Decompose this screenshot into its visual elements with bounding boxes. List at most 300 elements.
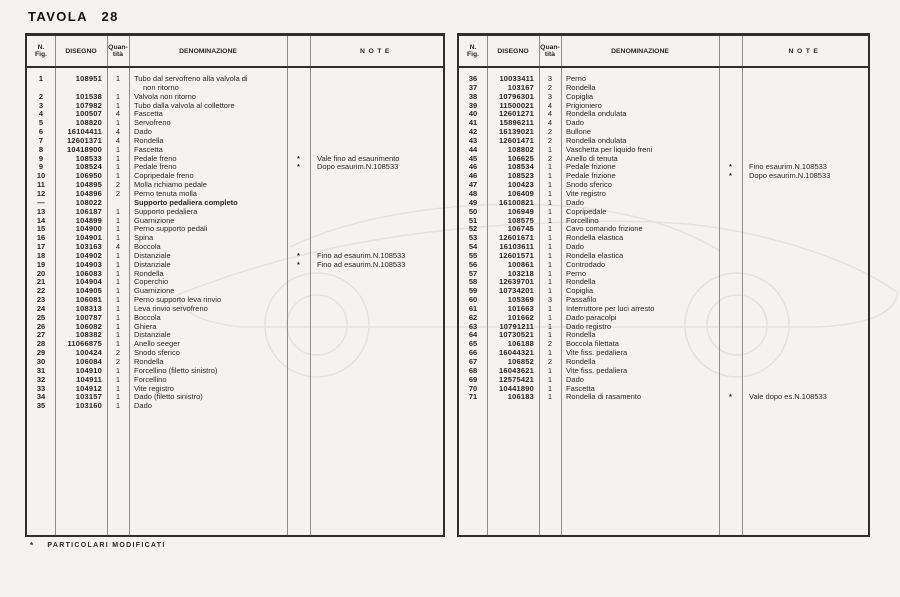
qty-cell: 1: [115, 100, 121, 110]
fig-cell: 14: [36, 215, 46, 225]
qty-cell: 4: [115, 127, 121, 137]
header-denominazione: DENOMINAZIONE: [611, 47, 669, 55]
note-cell: [742, 190, 868, 199]
qty-cell: 1: [115, 224, 121, 234]
note-star-icon: [287, 137, 310, 146]
fig-cell: 65: [468, 339, 478, 349]
disegno-cell: 106082: [75, 321, 102, 331]
note-star-icon: [719, 225, 742, 234]
denominazione-cell: Dado: [566, 243, 584, 252]
qty-cell: 1: [115, 330, 121, 340]
note-star-icon: *: [729, 162, 732, 172]
fig-cell: —: [37, 197, 45, 207]
denominazione-cell: Dado: [566, 119, 584, 128]
table-header: [459, 36, 868, 68]
denominazione-cell: Fascetta: [134, 110, 163, 119]
denominazione-cell: Guarnizione: [134, 287, 175, 296]
disegno-cell: 100861: [507, 259, 534, 269]
note-cell: [310, 287, 443, 296]
parts-table-right: [457, 33, 870, 537]
note-star-icon: [287, 349, 310, 358]
disegno-cell: 104904: [75, 277, 102, 287]
denominazione-cell: Forcellino: [134, 375, 167, 384]
note-cell: [310, 172, 443, 181]
fig-cell: 32: [36, 374, 46, 384]
note-star-icon: [719, 305, 742, 314]
qty-cell: 1: [547, 365, 553, 375]
header-denominazione: DENOMINAZIONE: [179, 47, 237, 55]
qty-cell: 1: [115, 277, 121, 287]
table-row: [27, 75, 443, 84]
fig-cell: 55: [468, 250, 478, 260]
qty-cell: 4: [547, 118, 553, 128]
note-star-icon: [287, 314, 310, 323]
disegno-cell: 104902: [75, 250, 102, 260]
qty-cell: 4: [115, 135, 121, 145]
qty-cell: 1: [547, 171, 553, 181]
note-cell: [742, 243, 868, 252]
qty-cell: 1: [547, 242, 553, 252]
note-cell: [742, 119, 868, 128]
disegno-cell: 101663: [507, 303, 534, 313]
note-star-icon: [719, 128, 742, 137]
qty-cell: 1: [547, 197, 553, 207]
qty-cell: 2: [547, 339, 553, 349]
note-cell: [742, 110, 868, 119]
denominazione-cell: Ghiera: [134, 322, 157, 331]
note-star-icon: [287, 305, 310, 314]
note-cell: [310, 402, 443, 411]
disegno-cell: 12601471: [499, 135, 534, 145]
note-star-icon: [719, 367, 742, 376]
disegno-cell: 104903: [75, 259, 102, 269]
disegno-cell: 100787: [75, 312, 102, 322]
note-star-icon: [719, 217, 742, 226]
qty-cell: 1: [547, 215, 553, 225]
note-cell: [310, 270, 443, 279]
note-star-icon: [287, 75, 310, 84]
fig-cell: 38: [468, 91, 478, 101]
note-cell: [310, 278, 443, 287]
qty-cell: 3: [547, 91, 553, 101]
disegno-cell: 16044321: [499, 348, 534, 358]
denominazione-cell: Tubo dalla valvola al collettore: [134, 101, 235, 110]
note-star-icon: *: [297, 162, 300, 172]
disegno-cell: 106188: [507, 339, 534, 349]
note-cell: [742, 128, 868, 137]
note-star-icon: [287, 190, 310, 199]
denominazione-cell: Distanziale: [134, 251, 171, 260]
note-star-icon: [287, 270, 310, 279]
note-cell: Fino ad esaurim.N.108533: [317, 259, 406, 269]
denominazione-cell: Perno: [566, 75, 587, 83]
denominazione-cell: Boccola filettata: [566, 340, 619, 349]
header-qty: Quan- tità: [108, 43, 128, 58]
note-star-icon: [719, 208, 742, 217]
qty-cell: 1: [547, 303, 553, 313]
disegno-cell: 108820: [75, 118, 102, 128]
qty-cell: 1: [115, 206, 121, 216]
fig-cell: 47: [468, 180, 478, 190]
denominazione-cell: Rondella: [566, 331, 596, 340]
fig-cell: 30: [36, 357, 46, 366]
note-star-icon: [287, 110, 310, 119]
header-qty: Quan- tità: [540, 43, 560, 58]
denominazione-cell: Supporto pedaliera: [134, 207, 198, 216]
fig-cell: 68: [468, 365, 478, 375]
note-star-icon: [719, 75, 742, 84]
fig-cell: 22: [36, 286, 46, 296]
qty-cell: 1: [115, 339, 121, 349]
denominazione-cell: Copripedale: [566, 207, 607, 216]
disegno-cell: 106852: [507, 357, 534, 366]
note-cell: [310, 340, 443, 349]
note-cell: Vale fino ad esaurimento: [317, 153, 400, 163]
disegno-cell: 10734201: [499, 286, 534, 296]
fig-cell: 69: [468, 374, 478, 384]
denominazione-cell: Spina: [134, 234, 154, 243]
disegno-cell: 106183: [507, 392, 534, 402]
qty-cell: 1: [115, 401, 121, 411]
fig-cell: 9: [38, 162, 44, 172]
denominazione-cell: Distanziale: [134, 260, 171, 269]
note-star-icon: [719, 296, 742, 305]
note-cell: [310, 296, 443, 305]
fig-cell: 26: [36, 321, 46, 331]
disegno-cell: 106081: [75, 295, 102, 305]
note-cell: [310, 137, 443, 146]
denominazione-cell: Perno supporto pedali: [134, 225, 208, 234]
disegno-cell: 106083: [75, 268, 102, 278]
qty-cell: 4: [547, 100, 553, 110]
fig-cell: 23: [36, 295, 46, 305]
fig-cell: 36: [468, 74, 478, 83]
fig-cell: 13: [36, 206, 46, 216]
fig-cell: 51: [468, 215, 478, 225]
denominazione-cell: Snodo sferico: [566, 181, 612, 190]
fig-cell: 12: [36, 188, 46, 198]
table-row: [459, 393, 868, 402]
disegno-cell: 108523: [507, 171, 534, 181]
fig-cell: 56: [468, 259, 478, 269]
fig-cell: 66: [468, 348, 478, 358]
denominazione-cell: Rondella: [134, 358, 164, 366]
fig-cell: 8: [38, 144, 44, 154]
note-cell: [742, 358, 868, 367]
note-star-icon: *: [297, 153, 300, 163]
qty-cell: 1: [115, 268, 121, 278]
qty-cell: 2: [547, 127, 553, 137]
header-note: NOTE: [360, 47, 393, 55]
disegno-cell: 107982: [75, 100, 102, 110]
fig-cell: 18: [36, 250, 46, 260]
note-cell: Fino esaurim.N.108533: [749, 162, 827, 172]
denominazione-cell: Passafilo: [566, 296, 597, 305]
note-cell: [310, 84, 443, 93]
denominazione-cell: Anello seeger: [134, 340, 180, 349]
header-fig: N. Fig.: [466, 43, 480, 58]
disegno-cell: 12601571: [499, 250, 534, 260]
note-cell: [310, 110, 443, 119]
disegno-cell: 16043621: [499, 365, 534, 375]
note-star-icon: [287, 172, 310, 181]
denominazione-cell: Rondella: [566, 278, 596, 287]
note-cell: [310, 208, 443, 217]
note-star-icon: [287, 119, 310, 128]
disegno-cell: 108533: [75, 153, 102, 163]
fig-cell: 24: [36, 303, 46, 313]
note-star-icon: [719, 137, 742, 146]
disegno-cell: 16139021: [499, 127, 534, 137]
denominazione-cell: Copiglia: [566, 287, 594, 296]
note-cell: [310, 331, 443, 340]
qty-cell: 4: [547, 109, 553, 119]
disegno-cell: 103218: [507, 268, 534, 278]
fig-cell: 67: [468, 357, 478, 366]
disegno-cell: 106745: [507, 224, 534, 234]
denominazione-cell: Supporto pedaliera completo: [134, 198, 238, 207]
note-cell: [742, 340, 868, 349]
disegno-cell: 11066875: [67, 339, 102, 349]
denominazione-cell: Rondella elastica: [566, 251, 624, 260]
note-cell: [742, 305, 868, 314]
qty-cell: 1: [547, 144, 553, 154]
note-cell: [742, 234, 868, 243]
fig-cell: 5: [38, 118, 44, 128]
fig-cell: 54: [468, 242, 478, 252]
disegno-cell: 104905: [75, 286, 102, 296]
qty-cell: 1: [547, 259, 553, 269]
disegno-cell: 12601371: [67, 135, 102, 145]
fig-cell: 17: [36, 242, 46, 252]
qty-cell: 2: [115, 188, 121, 198]
disegno-cell: 104911: [76, 374, 102, 384]
note-star-icon: *: [297, 250, 300, 260]
note-cell: [742, 270, 868, 279]
fig-cell: 62: [468, 312, 478, 322]
note-star-icon: [719, 199, 742, 208]
qty-cell: 1: [115, 91, 121, 101]
note-cell: [310, 75, 443, 84]
fig-cell: 2: [38, 91, 44, 101]
note-cell: Vale dopo es.N.108533: [749, 392, 827, 402]
denominazione-cell: Rondella ondulata: [566, 110, 627, 119]
table-body: [459, 68, 868, 535]
note-cell: [310, 323, 443, 332]
note-cell: [742, 367, 868, 376]
fig-cell: 46: [468, 162, 478, 172]
note-cell: Dopo esaurim.N.108533: [749, 171, 831, 181]
fig-cell: 6: [38, 127, 44, 137]
note-star-icon: [287, 208, 310, 217]
note-star-icon: [287, 340, 310, 349]
fig-cell: 64: [468, 330, 478, 340]
header-disegno: DISEGNO: [65, 47, 97, 55]
fig-cell: 16: [36, 233, 46, 243]
denominazione-cell: Dado: [566, 375, 584, 384]
note-star-icon: [719, 234, 742, 243]
footnote: [30, 541, 166, 550]
table-header: [27, 36, 443, 68]
note-cell: [742, 331, 868, 340]
qty-cell: 1: [547, 330, 553, 340]
denominazione-cell: Fascetta: [566, 384, 595, 393]
qty-cell: 1: [547, 188, 553, 198]
note-cell: Fino ad esaurim.N.108533: [317, 250, 406, 260]
fig-cell: 4: [38, 109, 44, 119]
header-disegno: DISEGNO: [497, 47, 529, 55]
denominazione-cell: Rondella: [566, 83, 596, 92]
qty-cell: 1: [115, 392, 121, 402]
disegno-cell: 100423: [507, 180, 534, 190]
disegno-cell: 16104411: [67, 127, 102, 137]
note-cell: [310, 225, 443, 234]
denominazione-cell: Rondella: [134, 136, 164, 145]
qty-cell: 4: [115, 109, 121, 119]
fig-cell: 60: [468, 295, 478, 305]
qty-cell: 1: [115, 374, 121, 384]
denominazione-cell: Boccola: [134, 243, 161, 252]
disegno-cell: 16100821: [499, 197, 534, 207]
note-star-icon: [287, 393, 310, 402]
disegno-cell: 104910: [75, 365, 102, 375]
qty-cell: 1: [115, 383, 121, 393]
qty-cell: 1: [115, 144, 121, 154]
denominazione-cell: Perno supporto leva rinvio: [134, 296, 222, 305]
qty-cell: 1: [547, 392, 553, 402]
qty-cell: 1: [115, 303, 121, 313]
denominazione-cell: Vite fiss. pedaliera: [566, 349, 628, 358]
denominazione-cell: Cavo comando frizione: [566, 225, 643, 234]
note-star-icon: [287, 234, 310, 243]
parts-table-left: [25, 33, 445, 537]
note-cell: Dopo esaurim.N.108533: [317, 162, 399, 172]
note-star-icon: [719, 243, 742, 252]
denominazione-cell: Rondella ondulata: [566, 136, 627, 145]
note-cell: [310, 393, 443, 402]
note-star-icon: [719, 358, 742, 367]
disegno-cell: 103157: [75, 392, 102, 402]
disegno-cell: 104895: [75, 180, 102, 190]
qty-cell: 3: [547, 74, 553, 83]
qty-cell: 1: [547, 312, 553, 322]
fig-cell: 20: [36, 268, 46, 278]
note-star-icon: [287, 402, 310, 411]
disegno-cell: 106950: [75, 171, 102, 181]
qty-cell: 1: [547, 286, 553, 296]
fig-cell: 40: [468, 109, 478, 119]
disegno-cell: 12639701: [499, 277, 534, 287]
denominazione-cell: Coperchio: [134, 278, 169, 287]
disegno-cell: 103160: [75, 401, 102, 411]
qty-cell: 1: [547, 321, 553, 331]
denominazione-cell: Boccola: [134, 313, 161, 322]
note-star-icon: [719, 349, 742, 358]
qty-cell: 1: [115, 250, 121, 260]
denominazione-cell: non ritorno: [143, 83, 179, 92]
modified-star-icon: *: [30, 541, 35, 550]
disegno-cell: 108382: [75, 330, 102, 340]
denominazione-cell: Pedale freno: [134, 163, 177, 172]
qty-cell: 1: [547, 233, 553, 243]
note-star-icon: [287, 84, 310, 93]
qty-cell: 1: [115, 259, 121, 269]
denominazione-cell: Interruttore per luci arresto: [566, 304, 655, 313]
denominazione-cell: Copripedale freno: [134, 172, 194, 181]
disegno-cell: 12575421: [499, 374, 534, 384]
note-cell: [310, 305, 443, 314]
note-cell: [742, 376, 868, 385]
qty-cell: 2: [115, 180, 121, 190]
fig-cell: 31: [36, 365, 46, 375]
fig-cell: 53: [468, 233, 478, 243]
qty-cell: 1: [115, 153, 121, 163]
note-star-icon: [719, 110, 742, 119]
fig-cell: 59: [468, 286, 478, 296]
fig-cell: 49: [468, 197, 478, 207]
disegno-cell: 106409: [507, 188, 534, 198]
denominazione-cell: Vite registro: [134, 384, 174, 393]
disegno-cell: 105369: [507, 295, 534, 305]
note-cell: [742, 181, 868, 190]
fig-cell: 71: [468, 392, 478, 402]
disegno-cell: 16103611: [499, 242, 534, 252]
note-cell: [742, 137, 868, 146]
denominazione-cell: Vite registro: [566, 189, 606, 198]
disegno-cell: 10441890: [499, 383, 534, 393]
note-cell: [310, 199, 443, 208]
qty-cell: 1: [547, 162, 553, 172]
qty-cell: 1: [115, 233, 121, 243]
qty-cell: 1: [547, 268, 553, 278]
fig-cell: 52: [468, 224, 478, 234]
fig-cell: 57: [468, 268, 478, 278]
fig-cell: 10: [36, 171, 46, 181]
disegno-cell: 10418900: [67, 144, 102, 154]
note-star-icon: *: [729, 392, 732, 402]
denominazione-cell: Rondella: [566, 358, 596, 366]
note-star-icon: [719, 270, 742, 279]
disegno-cell: 104901: [75, 233, 102, 243]
denominazione-cell: Dado registro: [566, 322, 612, 331]
note-star-icon: [287, 367, 310, 376]
fig-cell: 15: [36, 224, 46, 234]
disegno-cell: 108524: [75, 162, 102, 172]
fig-cell: 9: [38, 153, 44, 163]
disegno-cell: 103167: [507, 82, 534, 92]
note-cell: [742, 349, 868, 358]
qty-cell: 1: [115, 74, 121, 83]
denominazione-cell: Dado: [566, 198, 584, 207]
denominazione-cell: Prigioniero: [566, 101, 602, 110]
denominazione-cell: Distanziale: [134, 331, 171, 340]
qty-cell: 2: [547, 153, 553, 163]
note-star-icon: [719, 84, 742, 93]
fig-cell: 63: [468, 321, 478, 331]
qty-cell: 1: [115, 312, 121, 322]
denominazione-cell: Pedale frizione: [566, 163, 616, 172]
fig-cell: 50: [468, 206, 478, 216]
note-star-icon: [287, 93, 310, 102]
disegno-cell: 106949: [507, 206, 534, 216]
fig-cell: 33: [36, 383, 46, 393]
denominazione-cell: Perno tenuta molla: [134, 189, 197, 198]
fig-cell: 21: [36, 277, 46, 287]
note-cell: [742, 314, 868, 323]
qty-cell: 1: [115, 295, 121, 305]
disegno-cell: 100424: [75, 348, 102, 358]
fig-cell: 35: [36, 401, 46, 411]
